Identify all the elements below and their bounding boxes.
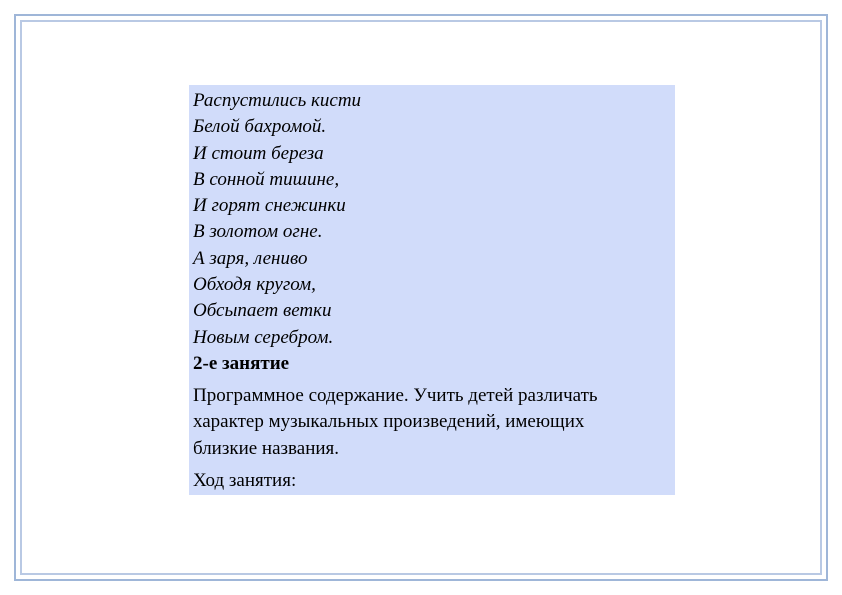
lesson-progress-label: Ход занятия: xyxy=(193,470,297,492)
poem-line: Новым серебром. xyxy=(193,326,334,348)
program-line: характер музыкальных произведений, имеющих xyxy=(193,411,585,433)
lesson-title: 2-е занятие xyxy=(193,352,290,374)
poem xyxy=(193,88,675,351)
poem-line: И стоит береза xyxy=(193,142,324,164)
poem-line: Обходя кругом, xyxy=(193,274,316,296)
poem-line: В сонной тишине, xyxy=(193,168,340,190)
program-line: Программное содержание. Учить детей различать xyxy=(193,384,598,406)
text-block xyxy=(189,85,675,495)
poem-line: А заря, лениво xyxy=(193,247,308,269)
program-content xyxy=(193,383,663,463)
poem-line: Обсыпает ветки xyxy=(193,300,332,322)
program-line: близкие названия. xyxy=(193,437,340,459)
poem-line: В золотом огне. xyxy=(193,221,323,243)
poem-line: Белой бахромой. xyxy=(193,116,327,138)
poem-line: Распустились кисти xyxy=(193,90,362,111)
poem-line: И горят снежинки xyxy=(193,195,346,217)
